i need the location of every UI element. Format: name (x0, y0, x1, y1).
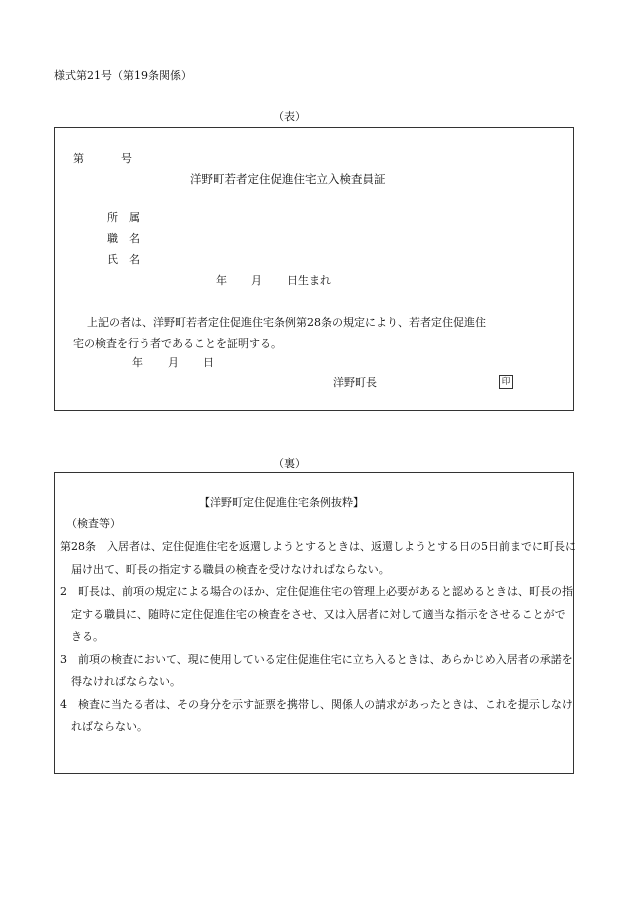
position-label: 職 名 (107, 232, 140, 245)
birth-month-label: 月 (251, 274, 262, 287)
name-label: 氏 名 (107, 253, 140, 266)
number-label: 第 (73, 152, 84, 165)
card-title: 洋野町若者定住促進住宅立入検査員証 (190, 172, 386, 186)
date-year-label: 年 (132, 356, 143, 369)
birth-day-label: 日生まれ (287, 274, 331, 287)
date-month-label: 月 (168, 356, 179, 369)
birth-year-label: 年 (216, 274, 227, 287)
affiliation-label: 所 属 (107, 211, 140, 224)
front-card (54, 127, 574, 411)
article-28-2: 2 町長は、前項の規定による場合のほか、定住促進住宅の管理上必要があると認めるときは、町長の指定する職員に、随時に定住促進住宅の検査をさせ、又は入居者に対して適当な指示をさせることができる。 (60, 585, 573, 643)
issuer-label: 洋野町長 (333, 376, 377, 389)
section-heading: （検査等） (66, 517, 121, 530)
article-28-3: 3 前項の検査において、現に使用している定住促進住宅に立ち入るときは、あらかじめ入居者の承諾を得なければならない。 (60, 652, 573, 688)
statement-line-1: 上記の者は、洋野町若者定住促進住宅条例第28条の規定により、若者定住促進住 (87, 316, 486, 329)
excerpt-title: 【洋野町定住促進住宅条例抜粋】 (199, 496, 364, 509)
seal-mark: 印 (499, 375, 513, 389)
statement-line-2: 宅の検査を行う者であることを証明する。 (73, 337, 282, 350)
article-28-4: 4 検査に当たる者は、その身分を示す証票を携帯し、関係人の請求があったときは、これを提示しなければならない。 (60, 697, 573, 733)
front-side-label: （表） (273, 110, 306, 123)
article-28: 第28条 入居者は、定住促進住宅を返還しようとするときは、返還しようとする日の5日前までに町長に届け出て、町長の指定する職員の検査を受けなければならない。 (60, 540, 576, 576)
article-list (60, 536, 576, 739)
back-side-label: （裏） (273, 457, 306, 470)
form-header: 様式第21号（第19条関係） (54, 69, 192, 82)
number-suffix: 号 (121, 152, 132, 165)
date-day-label: 日 (203, 356, 214, 369)
